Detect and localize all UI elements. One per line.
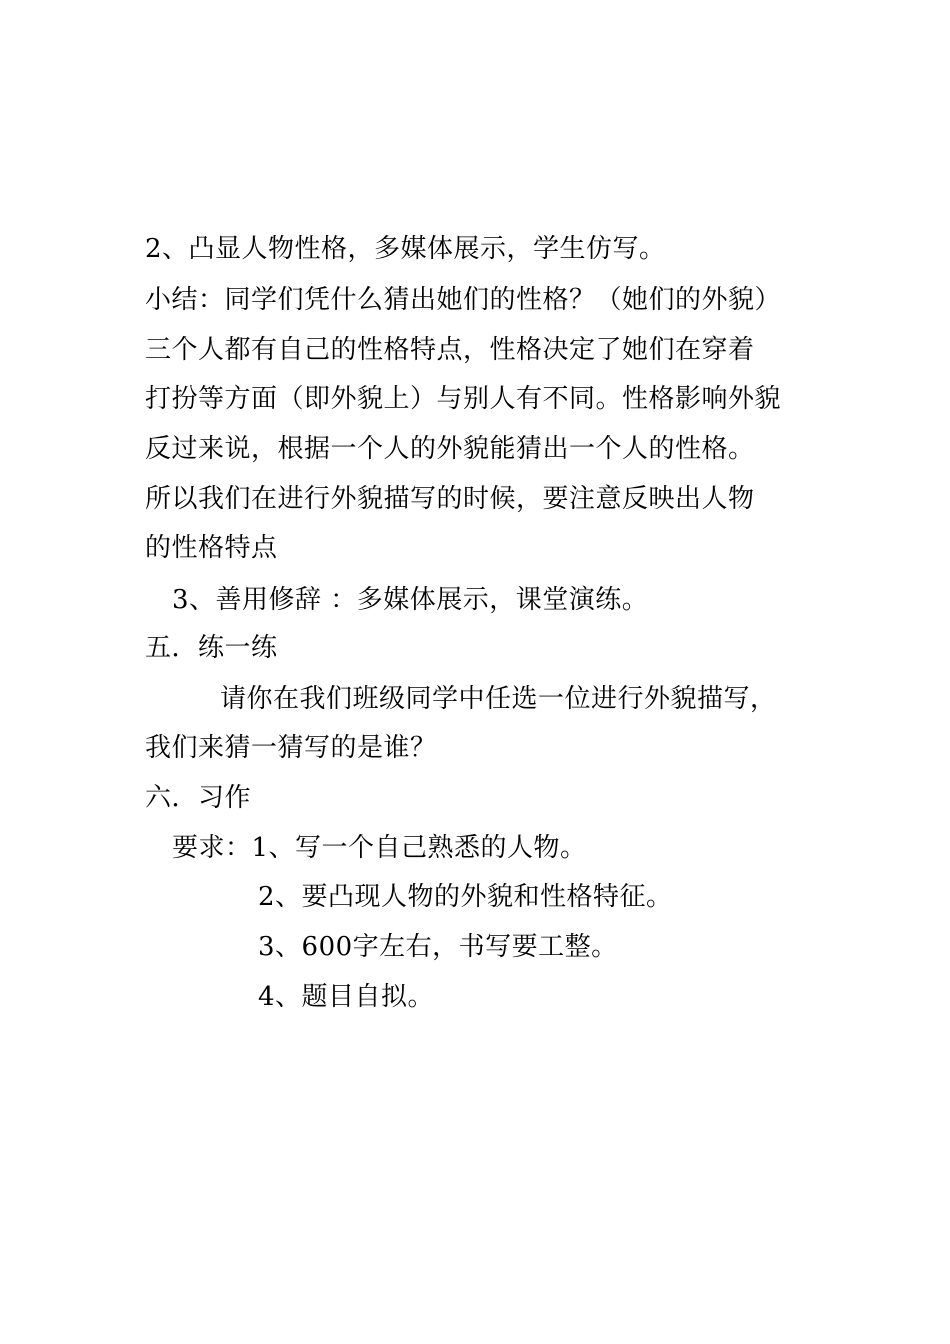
text-line-11: 我们来猜一猜写的是谁？ — [145, 733, 437, 763]
text-line-10: 请你在我们班级同学中任选一位进行外貌描写， — [220, 684, 777, 714]
requirement-line-4: 4、题目自拟。 — [258, 982, 435, 1012]
requirement-line-2: 2、要凸现人物的外貌和性格特征。 — [258, 882, 673, 912]
text-line-7: 的性格特点 — [145, 533, 278, 563]
text-line-8: 3、善用修辞 ：多媒体展示，课堂演练。 — [172, 585, 649, 615]
requirement-line-3: 3、600字左右，书写要工整。 — [258, 932, 618, 962]
text-line-3: 三个人都有自己的性格特点，性格决定了她们在穿着 — [145, 335, 755, 365]
text-line-1: 2、凸显人物性格，多媒体展示，学生仿写。 — [145, 234, 666, 264]
text-line-6: 所以我们在进行外貌描写的时候，要注意反映出人物 — [145, 484, 755, 514]
section-heading-composition: 六．习作 — [145, 783, 252, 813]
requirement-line-1: 要求：1、写一个自己熟悉的人物。 — [172, 833, 587, 863]
section-heading-practice: 五．练一练 — [145, 633, 278, 663]
text-line-2: 小结：同学们凭什么猜出她们的性格？（她们的外貌） — [145, 285, 782, 315]
text-line-4: 打扮等方面（即外貌上）与别人有不同。性格影响外貌 — [145, 384, 782, 414]
text-line-5: 反过来说，根据一个人的外貌能猜出一个人的性格。 — [145, 434, 755, 464]
